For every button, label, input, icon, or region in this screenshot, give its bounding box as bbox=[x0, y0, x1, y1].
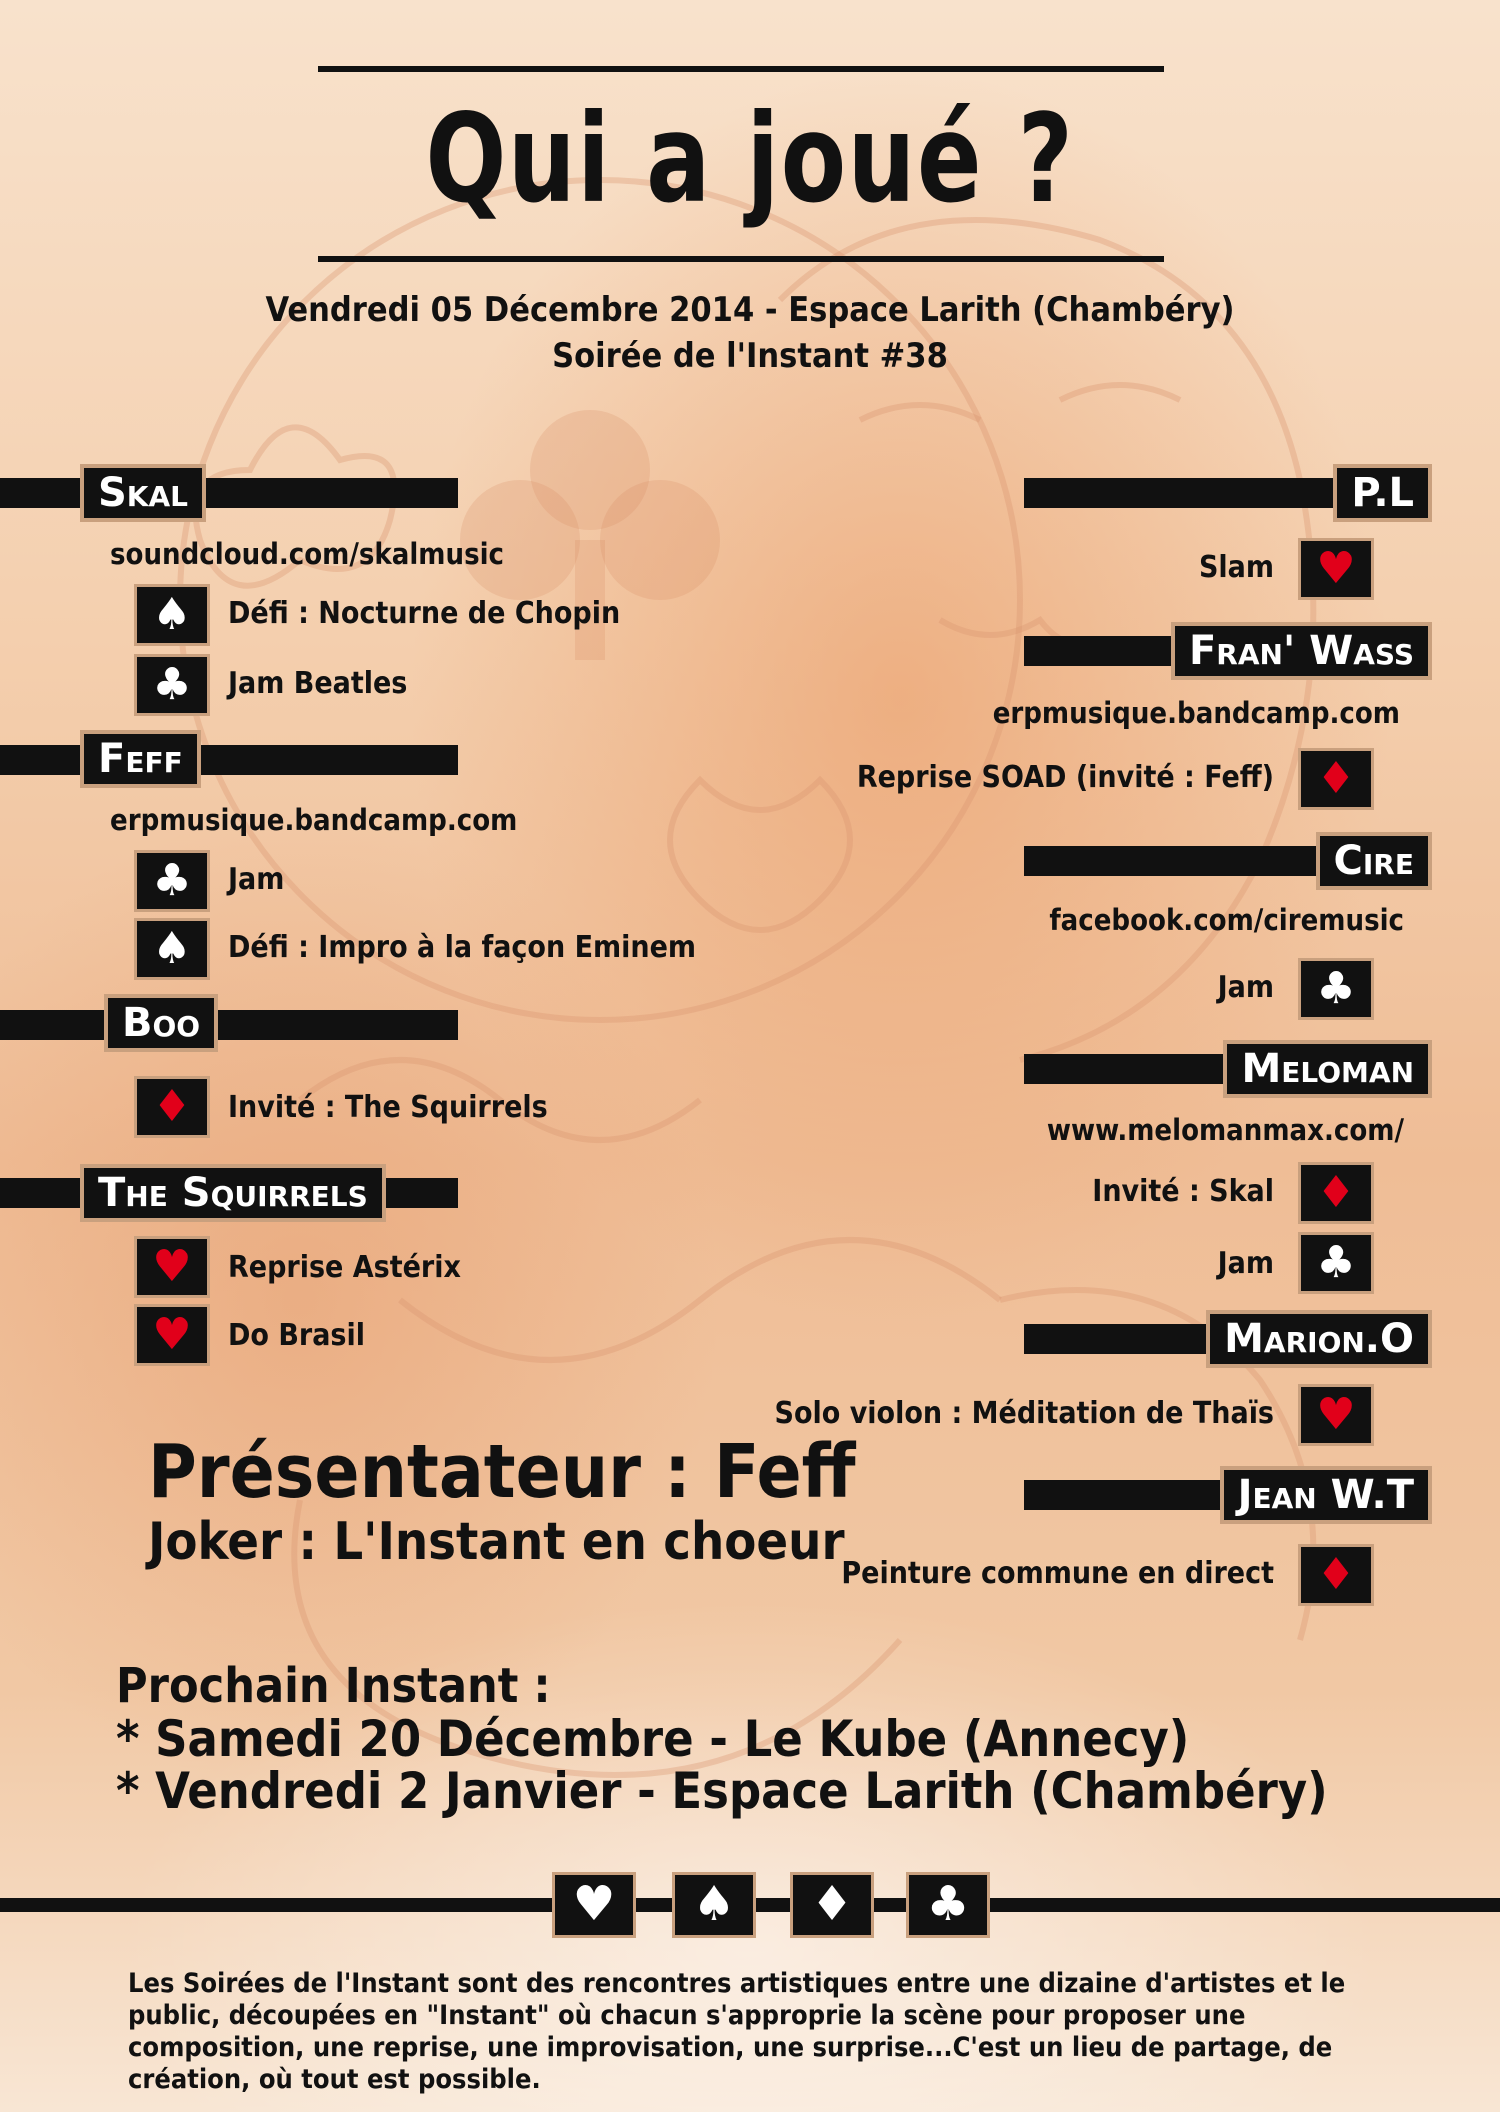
next-event-item: * Samedi 20 Décembre - Le Kube (Annecy) bbox=[116, 1710, 1190, 1768]
performance-label: Solo violon : Méditation de Thaïs bbox=[774, 1396, 1274, 1431]
footer-description: Les Soirées de l'Instant sont des rencontres artistiques entre une dizaine d'artistes et le public, découpées en "Instant" où chacun s'approprie la scène pour proposer une composition, une reprise, une improvisation, une surprise...C'est un lieu de partage, de création, où tout est possible. bbox=[128, 1968, 1346, 2095]
artist-name-tag: Skal bbox=[80, 464, 206, 522]
performance-label: Défi : Nocturne de Chopin bbox=[228, 596, 621, 631]
diamond-icon: ♦ bbox=[134, 1076, 210, 1138]
heart-icon: ♥ bbox=[134, 1304, 210, 1366]
heart-icon: ♥ bbox=[1298, 1384, 1374, 1446]
club-icon: ♣ bbox=[134, 850, 210, 912]
performance-label: Reprise Astérix bbox=[228, 1250, 461, 1285]
artist-link[interactable]: erpmusique.bandcamp.com bbox=[992, 696, 1400, 730]
joker-heading: Joker : L'Instant en choeur bbox=[148, 1512, 845, 1572]
performance-label: Invité : The Squirrels bbox=[228, 1090, 548, 1125]
performance-label: Jam bbox=[228, 862, 285, 897]
spade-icon: ♠ bbox=[134, 918, 210, 980]
spade-icon: ♠ bbox=[134, 584, 210, 646]
artist-link[interactable]: erpmusique.bandcamp.com bbox=[110, 803, 518, 837]
title-top-rule bbox=[318, 66, 1164, 72]
artist-name-tag: Jean W.T bbox=[1220, 1466, 1432, 1524]
club-icon: ♣ bbox=[134, 654, 210, 716]
artist-name-tag: Marion.O bbox=[1206, 1310, 1432, 1368]
club-icon: ♣ bbox=[906, 1872, 990, 1938]
diamond-icon: ♦ bbox=[1298, 1162, 1374, 1224]
diamond-icon: ♦ bbox=[1298, 748, 1374, 810]
heart-icon: ♥ bbox=[1298, 538, 1374, 600]
artist-bar bbox=[0, 1010, 458, 1040]
event-edition: Soirée de l'Instant #38 bbox=[552, 336, 948, 376]
artist-name-tag: Feff bbox=[80, 730, 201, 788]
diamond-icon: ♦ bbox=[1298, 1544, 1374, 1606]
club-icon: ♣ bbox=[1298, 1232, 1374, 1294]
performance-label: Invité : Skal bbox=[1092, 1174, 1274, 1209]
performance-label: Peinture commune en direct bbox=[841, 1556, 1274, 1591]
artist-link[interactable]: facebook.com/ciremusic bbox=[1049, 903, 1404, 937]
club-icon: ♣ bbox=[1298, 958, 1374, 1020]
artist-bar bbox=[0, 478, 458, 508]
next-event-title: Prochain Instant : bbox=[116, 1658, 551, 1714]
heart-icon: ♥ bbox=[134, 1236, 210, 1298]
host-heading: Présentateur : Feff bbox=[148, 1429, 856, 1515]
performance-label: Do Brasil bbox=[228, 1318, 365, 1353]
artist-name-tag: P.L bbox=[1333, 464, 1432, 522]
performance-label: Jam bbox=[1217, 1246, 1274, 1281]
artist-link[interactable]: www.melomanmax.com/ bbox=[1046, 1113, 1404, 1147]
performance-label: Slam bbox=[1198, 550, 1274, 585]
diamond-icon: ♦ bbox=[790, 1872, 874, 1938]
artist-name-tag: The Squirrels bbox=[80, 1164, 386, 1222]
page-title: Qui a joué ? bbox=[425, 88, 1075, 230]
artist-link[interactable]: soundcloud.com/skalmusic bbox=[110, 537, 505, 571]
next-event-item: * Vendredi 2 Janvier - Espace Larith (Chambéry) bbox=[116, 1762, 1328, 1820]
performance-label: Défi : Impro à la façon Eminem bbox=[228, 930, 697, 965]
title-bottom-rule bbox=[318, 256, 1164, 262]
performance-label: Jam bbox=[1217, 970, 1274, 1005]
artist-name-tag: Meloman bbox=[1223, 1040, 1432, 1098]
heart-icon: ♥ bbox=[552, 1872, 636, 1938]
artist-bar bbox=[0, 745, 458, 775]
artist-name-tag: Fran' Wass bbox=[1171, 622, 1432, 680]
spade-icon: ♠ bbox=[672, 1872, 756, 1938]
performance-label: Jam Beatles bbox=[228, 666, 408, 701]
artist-name-tag: Boo bbox=[104, 994, 218, 1052]
artist-name-tag: Cire bbox=[1316, 832, 1432, 890]
event-date-place: Vendredi 05 Décembre 2014 - Espace Larith (Chambéry) bbox=[265, 290, 1235, 330]
performance-label: Reprise SOAD (invité : Feff) bbox=[856, 760, 1274, 795]
